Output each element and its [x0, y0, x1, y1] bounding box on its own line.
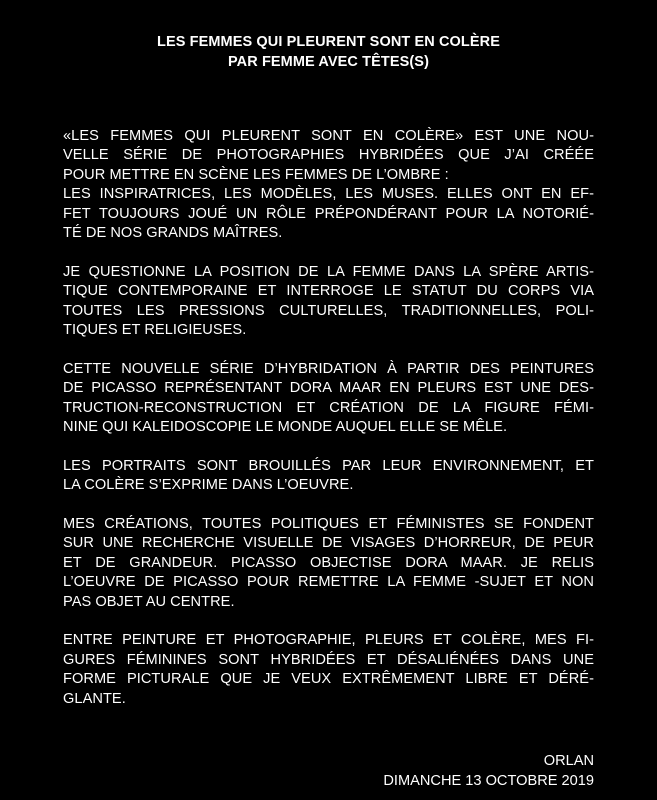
paragraph-line: NINE QUI KALEIDOSCOPIE LE MONDE AUQUEL ELLE SE MÊLE.	[63, 419, 508, 436]
paragraph-line: SUR UNE RECHERCHE VISUELLE DE VISAGES D’HORREUR, DE PEUR	[63, 535, 594, 552]
paragraph-5	[63, 515, 594, 612]
paragraph-line: TIQUES ET RELIGIEUSES.	[63, 322, 247, 339]
paragraph-4	[63, 457, 594, 496]
title-line-2: PAR FEMME AVEC TÊTES(S)	[227, 54, 429, 70]
paragraph-line: MES CRÉATIONS, TOUTES POLITIQUES ET FÉMINISTES SE FONDENT	[63, 516, 594, 533]
paragraph-line: TRUCTION-RECONSTRUCTION ET CRÉATION DE LA FIGURE FÉMI-	[63, 399, 594, 416]
paragraph-line: ENTRE PEINTURE ET PHOTOGRAPHIE, PLEURS ET COLÈRE, MES FI-	[63, 632, 594, 649]
signature-block	[383, 751, 594, 791]
paragraph-line: TOUTES LES PRESSIONS CULTURELLES, TRADITIONNELLES, POLI-	[63, 302, 594, 319]
paragraph-line: POUR METTRE EN SCÈNE LES FEMMES DE L’OMBRE :	[63, 166, 449, 183]
paragraph-3	[63, 360, 594, 438]
paragraph-line: FORME PICTURALE QUE JE VEUX EXTRÊMEMENT LIBRE ET DÉRÉ-	[63, 671, 594, 688]
paragraph-line: LES INSPIRATRICES, LES MODÈLES, LES MUSES. ELLES ONT EN EF-	[63, 186, 594, 203]
paragraph-line: PAS OBJET AU CENTRE.	[63, 593, 235, 610]
paragraph-line: L’OEUVRE DE PICASSO POUR REMETTRE LA FEMME -SUJET ET NON	[63, 574, 594, 591]
paragraph-line: LES PORTRAITS SONT BROUILLÉS PAR LEUR ENVIRONNEMENT, ET	[63, 457, 594, 474]
paragraph-line: LA COLÈRE S’EXPRIME DANS L’OEUVRE.	[63, 477, 354, 494]
paragraph-line: «LES FEMMES QUI PLEURENT SONT EN COLÈRE» EST UNE NOU-	[63, 128, 594, 144]
paragraph-line: GURES FÉMININES SONT HYBRIDÉES ET DÉSALIÉNÉES DANS UNE	[63, 651, 594, 668]
paragraph-line: VELLE SÉRIE DE PHOTOGRAPHIES HYBRIDÉES QUE J’AI CRÉÉE	[63, 147, 594, 164]
paragraph-line: FET TOUJOURS JOUÉ UN RÔLE PRÉPONDÉRANT POUR LA NOTORIÉ-	[63, 205, 594, 222]
paragraph-line: TÉ DE NOS GRANDS MAÎTRES.	[63, 225, 283, 242]
paragraph-line: ET DE GRANDEUR. PICASSO OBJECTISE DORA MAAR. JE RELIS	[63, 554, 594, 571]
paragraph-line: CETTE NOUVELLE SÉRIE D’HYBRIDATION À PARTIR DES PEINTURES	[63, 360, 594, 377]
paragraph-line: DE PICASSO REPRÉSENTANT DORA MAAR EN PLEURS EST UNE DES-	[63, 380, 594, 397]
document-title	[0, 32, 657, 72]
statement-body	[63, 127, 594, 729]
title-line-1: LES FEMMES QUI PLEURENT SONT EN COLÈRE	[157, 34, 500, 50]
paragraph-line: TIQUE CONTEMPORAINE ET INTERROGE LE STATUT DU CORPS VIA	[63, 283, 594, 300]
signature-author: ORLAN	[543, 753, 594, 769]
paragraph-6	[63, 631, 594, 709]
paragraph-2	[63, 263, 594, 341]
paragraph-line: GLANTE.	[63, 690, 126, 707]
signature-date: DIMANCHE 13 OCTOBRE 2019	[383, 773, 594, 789]
paragraph-1	[63, 127, 594, 243]
paragraph-line: JE QUESTIONNE LA POSITION DE LA FEMME DANS LA SPÈRE ARTIS-	[63, 263, 594, 280]
